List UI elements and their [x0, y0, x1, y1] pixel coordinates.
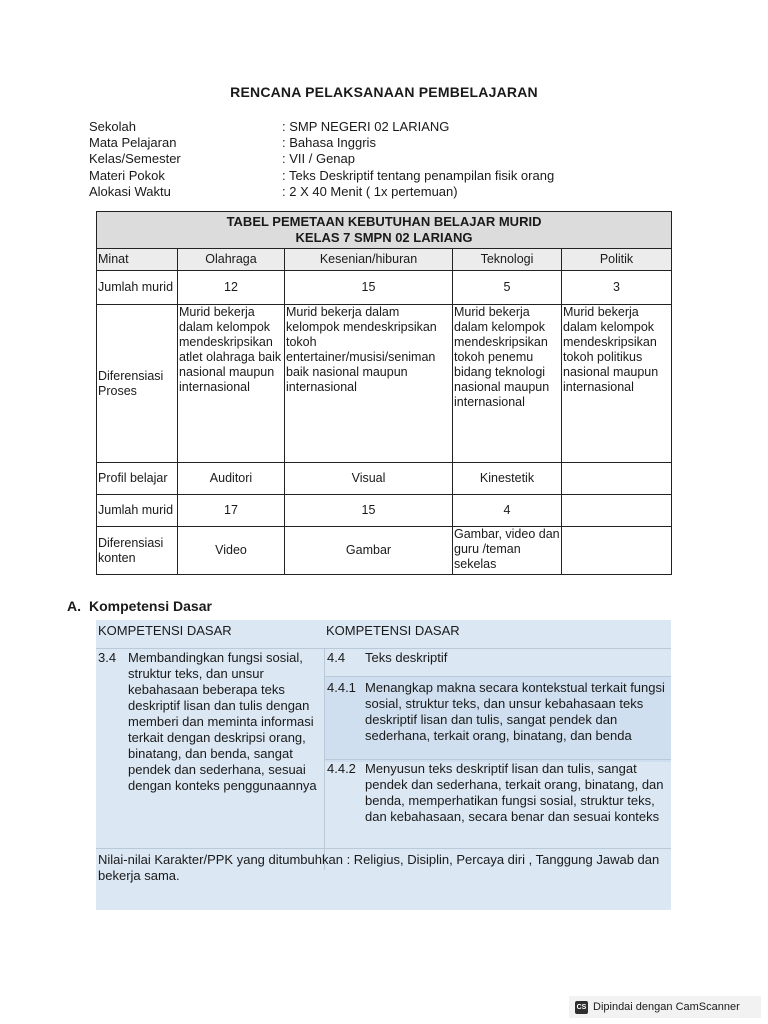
column-header: KOMPETENSI DASAR [98, 623, 232, 638]
info-row [89, 135, 554, 151]
table-cell: Olahraga [178, 249, 285, 271]
table-cell [562, 463, 672, 495]
info-value: : SMP NEGERI 02 LARIANG [282, 119, 450, 134]
watermark-text: Dipindai dengan CamScanner [593, 1001, 740, 1013]
table-cell: Murid bekerja dalam kelompok mendeskripsikan tokoh politikus nasional maupun internasional [562, 305, 672, 463]
row-label: Diferensiasi konten [97, 527, 178, 575]
table-cell: 3 [562, 271, 672, 305]
table-cell: Gambar [285, 527, 453, 575]
table-cell: Kesenian/hiburan [285, 249, 453, 271]
kd-text: Menangkap makna secara kontekstual terkait fungsi sosial, struktur teks, dan unsur kebahasaan teks deskriptif lisan dan tulis, sangat pendek dan sederhana, terkait orang, binatang, dan benda [365, 680, 665, 743]
section-title: Kompetensi Dasar [89, 598, 212, 614]
row-label: Diferensiasi Proses [97, 305, 178, 463]
info-row [89, 119, 554, 135]
table-cell [562, 495, 672, 527]
table-cell: 15 [285, 271, 453, 305]
table-cell: 5 [453, 271, 562, 305]
kd-text: Membandingkan fungsi sosial, struktur teks, dan unsur kebahasaan beberapa teks deskriptif lisan dan tulis dengan memberi dan meminta informasi terkait dengan deskripsi orang, binatang, dan benda, sangat pendek dan sederhana, sesuai dengan konteks penggunaannya [128, 650, 317, 793]
info-label: Materi Pokok [89, 167, 165, 183]
table-cell: 17 [178, 495, 285, 527]
table-cell: 12 [178, 271, 285, 305]
identity-block [89, 119, 554, 200]
table-header-line: KELAS 7 SMPN 02 LARIANG [295, 230, 473, 245]
info-label: Alokasi Waktu [89, 183, 171, 199]
divider [96, 848, 671, 849]
table-cell [562, 527, 672, 575]
table-cell: Gambar, video dan guru /teman sekelas [453, 527, 562, 575]
info-row [89, 151, 554, 167]
table-cell: Kinestetik [453, 463, 562, 495]
table-cell: Murid bekerja dalam kelompok mendeskripsikan tokoh entertainer/musisi/seniman baik nasional maupun internasional [285, 305, 453, 463]
row-label: Minat [97, 249, 178, 271]
table-cell: Visual [285, 463, 453, 495]
table-header [97, 212, 672, 249]
kd-number: 4.4.2 [327, 761, 356, 776]
kompetensi-dasar-table [96, 620, 671, 910]
info-value: : Teks Deskriptif tentang penampilan fisik orang [282, 167, 555, 183]
info-label: Kelas/Semester [89, 151, 181, 167]
table-row [97, 463, 672, 495]
kd-text: Teks deskriptif [365, 650, 448, 665]
kd-right-item [325, 677, 671, 762]
table-row [97, 271, 672, 305]
row-label: Jumlah murid [97, 495, 178, 527]
info-row [89, 168, 554, 184]
table-cell: Murid bekerja dalam kelompok mendeskripsikan atlet olahraga baik nasional maupun internasional [178, 305, 285, 463]
info-value: : VII / Genap [282, 151, 355, 167]
page-title: RENCANA PELAKSANAAN PEMBELAJARAN [230, 84, 538, 100]
table-cell: Video [178, 527, 285, 575]
info-label: Mata Pelajaran [89, 135, 177, 151]
table-cell: 15 [285, 495, 453, 527]
table-header-line: TABEL PEMETAAN KEBUTUHAN BELAJAR MURID [226, 214, 542, 229]
column-header: KOMPETENSI DASAR [326, 623, 460, 638]
camscanner-icon: CS [575, 1001, 588, 1014]
info-label: Sekolah [89, 119, 136, 134]
scanner-watermark [569, 996, 761, 1018]
table-row [97, 527, 672, 575]
learning-needs-table [96, 211, 672, 575]
table-cell: Teknologi [453, 249, 562, 271]
divider [325, 759, 671, 760]
table-cell: Auditori [178, 463, 285, 495]
info-value: : 2 X 40 Menit ( 1x pertemuan) [282, 183, 458, 199]
row-label: Jumlah murid [97, 271, 178, 305]
table-header-row [97, 212, 672, 249]
divider [96, 648, 671, 649]
kd-text: Menyusun teks deskriptif lisan dan tulis, sangat pendek dan sederhana, terkait orang, binatang, dan benda, memperhatikan fungsi sosial, struktur teks, dan kebahasaan, secara benar dan sesuai konteks [365, 761, 664, 824]
table-cell: Murid bekerja dalam kelompok mendeskripsikan tokoh penemu bidang teknologi nasional maupun internasional [453, 305, 562, 463]
table-row [97, 305, 672, 463]
kd-number: 4.4.1 [327, 680, 356, 695]
kd-number: 4.4 [327, 650, 346, 665]
kd-right-item [325, 650, 671, 676]
info-value: : Bahasa Inggris [282, 135, 376, 151]
kd-right-item [325, 761, 671, 851]
table-cell: Politik [562, 249, 672, 271]
section-heading [67, 598, 212, 614]
kd-number: 3.4 [98, 650, 117, 665]
table-cell: 4 [453, 495, 562, 527]
info-row [89, 184, 554, 200]
row-label: Profil belajar [97, 463, 178, 495]
table-row [97, 249, 672, 271]
table-row [97, 495, 672, 527]
character-values-note: Nilai-nilai Karakter/PPK yang ditumbuhkan : Religius, Disiplin, Percaya diri , Tanggung Jawab dan bekerja sama. [98, 852, 660, 883]
section-number: A. [67, 598, 81, 614]
